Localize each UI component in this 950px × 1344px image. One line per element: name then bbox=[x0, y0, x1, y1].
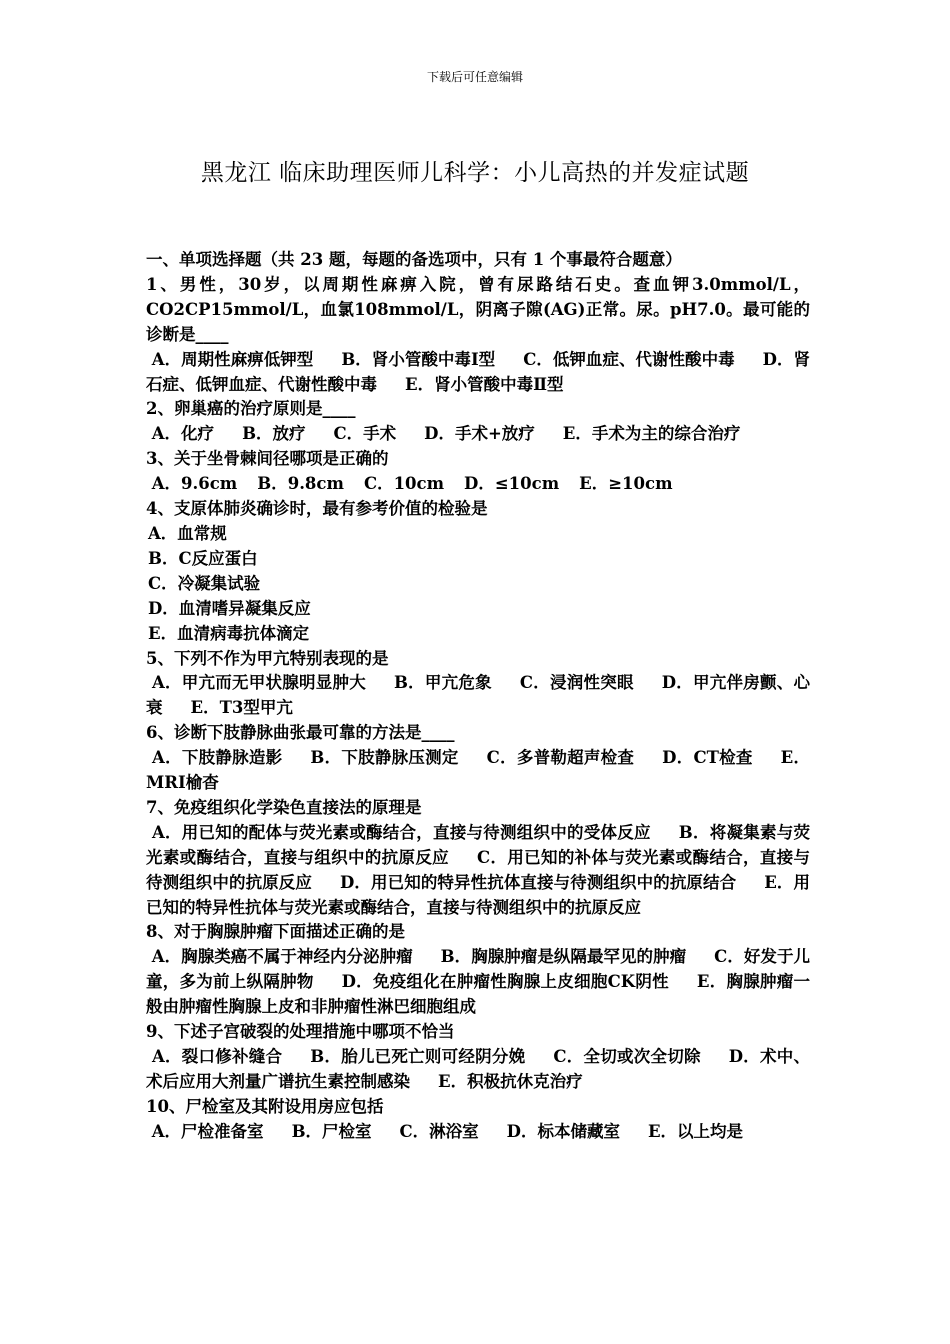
question-5 bbox=[146, 647, 810, 722]
option-a: A．胸腺类癌不属于神经内分泌肿瘤 bbox=[151, 947, 413, 967]
question-options bbox=[146, 1045, 810, 1095]
option-c: C．浸润性突眼 bbox=[519, 673, 634, 693]
option-b: B．将凝集素与荧光素或酶结合，直接与组织中的抗原反应 bbox=[146, 822, 810, 867]
question-options bbox=[146, 945, 810, 1020]
option-b: B．甲亢危象 bbox=[393, 673, 492, 693]
question-7 bbox=[146, 796, 810, 921]
option-c: C．手术 bbox=[333, 424, 397, 444]
option-d: D．手术+放疗 bbox=[424, 424, 535, 444]
question-options bbox=[146, 821, 810, 921]
question-options bbox=[146, 472, 810, 497]
question-3 bbox=[146, 447, 810, 497]
question-stem: 1、男性，30岁，以周期性麻痹入院，曾有尿路结石史。查血钾3.0mmol/L，CO2CP15mmol/L，血氯108mmol/L，阴离子隙(AG)正常。尿。pH7.0。最可能的诊断是____ bbox=[146, 274, 810, 344]
option-a: A．尸检准备室 bbox=[151, 1121, 264, 1141]
section-heading: 一、单项选择题（共 23 题，每题的备选项中，只有 1 个事最符合题意） bbox=[146, 250, 682, 269]
question-8 bbox=[146, 920, 810, 1020]
option-e: E．积极抗休克治疗 bbox=[438, 1071, 583, 1091]
question-stem: 3、关于坐骨棘间径哪项是正确的 bbox=[146, 449, 389, 469]
option-a: A．用已知的配体与荧光素或酶结合，直接与待测组织中的受体反应 bbox=[152, 822, 651, 842]
option-a: A．9.6cm bbox=[151, 474, 238, 494]
document-title: 黑龙江 临床助理医师儿科学：小儿高热的并发症试题 bbox=[200, 160, 750, 186]
option-e: E．T3型甲亢 bbox=[190, 698, 293, 718]
question-6 bbox=[146, 721, 810, 796]
question-options bbox=[146, 671, 810, 721]
option-e: E．用已知的特异性抗体与荧光素或酶结合，直接与待测组织中的抗原反应 bbox=[146, 872, 811, 917]
option-e: E．血清病毒抗体滴定 bbox=[148, 623, 310, 643]
question-9 bbox=[146, 1020, 810, 1095]
option-a: A．甲亢而无甲状腺明显肿大 bbox=[152, 673, 366, 693]
option-a: A．化疗 bbox=[151, 424, 215, 444]
question-stem: 8、对于胸腺肿瘤下面描述正确的是 bbox=[146, 922, 405, 942]
option-c: C．低钾血症、代谢性酸中毒 bbox=[523, 349, 735, 369]
option-d: D．血清嗜异凝集反应 bbox=[148, 598, 311, 618]
option-e: E．MRI榆杳 bbox=[146, 748, 810, 793]
option-b: B．尸检室 bbox=[291, 1121, 372, 1141]
question-options bbox=[146, 746, 810, 796]
question-list bbox=[146, 248, 810, 1145]
question-options bbox=[146, 348, 810, 398]
option-a: A．血常规 bbox=[148, 523, 227, 543]
question-stem: 4、支原体肺炎确诊时，最有参考价值的检验是 bbox=[146, 499, 488, 519]
option-d: D．术中、术后应用大剂量广谱抗生素控制感染 bbox=[146, 1047, 811, 1091]
question-options bbox=[146, 422, 810, 447]
option-d: D．标本储藏室 bbox=[506, 1121, 620, 1141]
option-b: B．胸腺肿瘤是纵隔最罕见的肿瘤 bbox=[440, 947, 687, 967]
option-b: B．肾小管酸中毒Ⅰ型 bbox=[341, 349, 496, 369]
question-options bbox=[146, 1120, 810, 1145]
question-2 bbox=[146, 397, 810, 447]
option-c: C．10cm bbox=[363, 474, 445, 494]
question-stem: 6、诊断下肢静脉曲张最可靠的方法是____ bbox=[146, 723, 455, 743]
option-e: E．肾小管酸中毒Ⅱ型 bbox=[405, 374, 564, 394]
option-a: A．下肢静脉造影 bbox=[152, 748, 283, 768]
question-1 bbox=[146, 273, 810, 398]
option-c: C．多普勒超声检查 bbox=[486, 748, 635, 768]
option-c: C．淋浴室 bbox=[399, 1121, 479, 1141]
option-b: B．放疗 bbox=[242, 424, 306, 444]
option-d: D．免疫组化在肿瘤性胸腺上皮细胞CK阴性 bbox=[341, 972, 669, 992]
header-note: 下载后可任意编辑 bbox=[426, 70, 523, 84]
option-c: C．全切或次全切除 bbox=[553, 1047, 701, 1066]
option-d: D．≤10cm bbox=[464, 474, 560, 494]
option-b: B．胎儿已死亡则可经阴分娩 bbox=[310, 1047, 526, 1066]
option-e: E．胸腺肿瘤一般由肿瘤性胸腺上皮和非肿瘤性淋巴细胞组成 bbox=[146, 972, 811, 1017]
question-stem: 9、下述子宫破裂的处理措施中哪项不恰当 bbox=[146, 1022, 455, 1042]
option-b: B．9.8cm bbox=[257, 474, 344, 494]
option-a: A．周期性麻痹低钾型 bbox=[151, 349, 314, 369]
question-4 bbox=[146, 497, 810, 646]
option-c: C．用已知的补体与荧光素或酶结合，直接与待测组织中的抗原反应 bbox=[146, 847, 810, 892]
option-b: B．下肢静脉压测定 bbox=[310, 748, 459, 768]
option-e: E．≥10cm bbox=[579, 474, 673, 494]
option-d: D．用已知的特异性抗体直接与待测组织中的抗原结合 bbox=[340, 872, 737, 892]
option-e: E．以上均是 bbox=[647, 1121, 744, 1141]
question-stem: 2、卵巢癌的治疗原则是____ bbox=[146, 399, 356, 419]
question-stem: 5、下列不作为甲亢特别表现的是 bbox=[146, 648, 389, 668]
option-a: A．裂口修补缝合 bbox=[152, 1047, 283, 1066]
question-stem: 7、免疫组织化学染色直接法的原理是 bbox=[146, 797, 422, 817]
question-stem: 10、尸检室及其附设用房应包括 bbox=[146, 1096, 384, 1116]
option-d: D．甲亢伴房颤、心衰 bbox=[146, 673, 811, 718]
option-d: D．CT检查 bbox=[662, 748, 753, 768]
option-c: C．冷凝集试验 bbox=[148, 573, 261, 593]
option-b: B．C反应蛋白 bbox=[148, 548, 258, 568]
option-d: D．肾石症、低钾血症、代谢性酸中毒 bbox=[146, 349, 810, 394]
question-10 bbox=[146, 1095, 810, 1145]
option-e: E．手术为主的综合治疗 bbox=[562, 424, 741, 444]
option-c: C．好发于儿童，多为前上纵隔肿物 bbox=[146, 947, 810, 992]
